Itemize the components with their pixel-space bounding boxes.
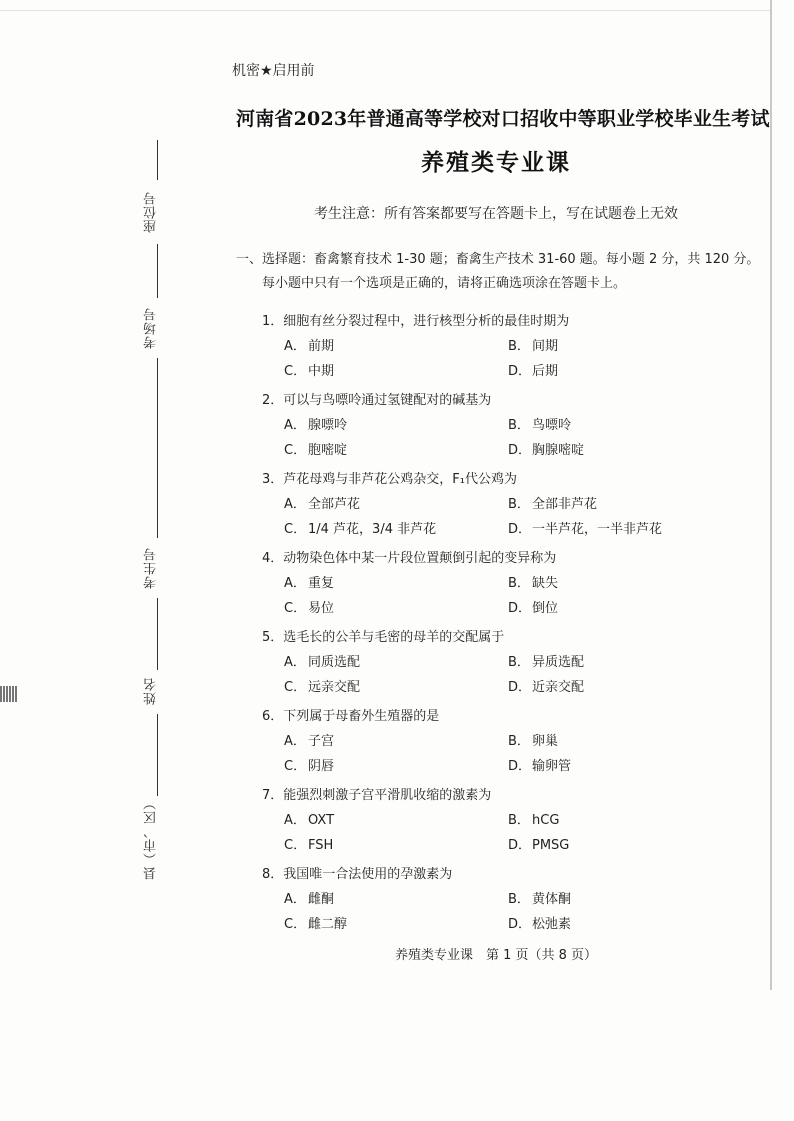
option-letter: C． — [284, 522, 307, 537]
option-letter: C． — [284, 680, 307, 695]
option-text: 近亲交配 — [532, 680, 585, 695]
option-b — [508, 887, 732, 912]
option-d — [508, 596, 732, 621]
option-letter: D． — [508, 522, 532, 537]
option-d — [508, 359, 732, 384]
binding-line — [157, 714, 158, 796]
option-letter: A． — [284, 892, 306, 907]
option-letter: D． — [508, 364, 532, 379]
option-a — [284, 571, 508, 596]
option-text: 后期 — [532, 364, 559, 379]
option-c — [284, 596, 508, 621]
option-text: 输卵管 — [532, 759, 572, 774]
option-text: 一半芦花，一半非芦花 — [532, 522, 663, 537]
option-text: 同质选配 — [308, 655, 361, 670]
option-text: 子宫 — [308, 734, 335, 749]
exam-room-label: 考场号 — [144, 307, 159, 349]
option-b — [508, 571, 732, 596]
option-d — [508, 517, 732, 542]
binding-info-column — [138, 140, 168, 880]
binding-line — [157, 598, 158, 670]
option-text: 胞嘧啶 — [308, 443, 348, 458]
question-stem: 1．细胞有丝分裂过程中，进行核型分析的最佳时期为 — [262, 314, 570, 329]
question — [262, 547, 732, 621]
option-text: 腺嘌呤 — [308, 418, 348, 433]
option-letter: C． — [284, 759, 307, 774]
option-text: 远亲交配 — [308, 680, 361, 695]
option-text: 中期 — [308, 364, 335, 379]
option-letter: A． — [284, 339, 306, 354]
option-letter: A． — [284, 655, 306, 670]
option-letter: B． — [508, 576, 530, 591]
option-d — [508, 675, 732, 700]
option-text: OXT — [308, 813, 335, 828]
option-text: 鸟嘌呤 — [532, 418, 572, 433]
option-text: 雌酮 — [308, 892, 335, 907]
option-text: 雌二醇 — [308, 917, 348, 932]
option-b — [508, 808, 732, 833]
page-footer: 养殖类专业课 第 1 页（共 8 页） — [394, 948, 598, 963]
question — [262, 468, 732, 542]
option-a — [284, 887, 508, 912]
option-letter: A． — [284, 497, 306, 512]
option-c — [284, 359, 508, 384]
option-letter: B． — [508, 734, 530, 749]
candidate-notice: 考生注意：所有答案都要写在答题卡上，写在试题卷上无效 — [314, 206, 678, 222]
question — [262, 863, 732, 937]
confidential-mark: 机密★启用前 — [232, 63, 315, 79]
option-c — [284, 438, 508, 463]
option-letter: A． — [284, 813, 306, 828]
option-text: 黄体酮 — [532, 892, 572, 907]
section-instructions — [236, 248, 760, 296]
option-letter: C． — [284, 601, 307, 616]
question-stem: 2．可以与鸟嘌呤通过氢键配对的碱基为 — [262, 393, 492, 408]
option-b — [508, 729, 732, 754]
option-letter: D． — [508, 680, 532, 695]
option-text: 倒位 — [532, 601, 559, 616]
question-stem: 4．动物染色体中某一片段位置颠倒引起的变异称为 — [262, 551, 557, 566]
option-a — [284, 729, 508, 754]
option-text: 全部非芦花 — [532, 497, 598, 512]
option-a — [284, 492, 508, 517]
subject-title: 养殖类专业课 — [421, 149, 571, 176]
question-stem: 5．选毛长的公羊与毛密的母羊的交配属于 — [262, 630, 505, 645]
option-letter: C． — [284, 838, 307, 853]
option-letter: D． — [508, 917, 532, 932]
option-letter: C． — [284, 364, 307, 379]
exam-number-label: 考生号 — [144, 547, 159, 589]
option-b — [508, 650, 732, 675]
option-a — [284, 650, 508, 675]
question-stem: 3．芦花母鸡与非芦花公鸡杂交，F₁代公鸡为 — [262, 472, 517, 487]
option-b — [508, 413, 732, 438]
option-b — [508, 334, 732, 359]
question — [262, 784, 732, 858]
page-edge — [770, 0, 772, 990]
option-a — [284, 808, 508, 833]
binding-line — [157, 244, 158, 298]
option-text: 松弛素 — [532, 917, 572, 932]
option-text: FSH — [308, 838, 334, 853]
option-text: 卵巢 — [532, 734, 559, 749]
binding-line — [157, 140, 158, 180]
exam-title: 河南省2023年普通高等学校对口招收中等职业学校毕业生考试 — [236, 108, 770, 130]
option-text: hCG — [532, 813, 560, 828]
option-letter: D． — [508, 443, 532, 458]
option-letter: B． — [508, 655, 530, 670]
option-d — [508, 833, 732, 858]
option-letter: B． — [508, 418, 530, 433]
question — [262, 389, 732, 463]
option-text: 重复 — [308, 576, 335, 591]
option-text: 阴唇 — [308, 759, 335, 774]
option-letter: D． — [508, 601, 532, 616]
option-c — [284, 675, 508, 700]
county-label: 县（市、区） — [144, 796, 159, 880]
section-instructions-line: 一、选择题：畜禽繁育技术 1-30 题；畜禽生产技术 31-60 题。每小题 2 分，共 120 分。 — [236, 252, 760, 267]
section-instructions-line: 每小题中只有一个选项是正确的，请将正确选项涂在答题卡上。 — [262, 276, 627, 291]
option-b — [508, 492, 732, 517]
option-letter: D． — [508, 759, 532, 774]
option-c — [284, 833, 508, 858]
option-text: PMSG — [532, 838, 570, 853]
page-edge — [0, 10, 772, 11]
question-stem: 6．下列属于母畜外生殖器的是 — [262, 709, 440, 724]
option-text: 间期 — [532, 339, 559, 354]
name-label: 姓名 — [144, 677, 159, 705]
option-letter: A． — [284, 734, 306, 749]
question — [262, 626, 732, 700]
scan-mark — [0, 686, 18, 702]
option-text: 全部芦花 — [308, 497, 361, 512]
option-a — [284, 334, 508, 359]
option-text: 缺失 — [532, 576, 559, 591]
question — [262, 705, 732, 779]
option-letter: B． — [508, 813, 530, 828]
option-text: 异质选配 — [532, 655, 585, 670]
question — [262, 310, 732, 384]
option-letter: C． — [284, 443, 307, 458]
option-text: 1/4 芦花，3/4 非芦花 — [308, 522, 437, 537]
option-a — [284, 413, 508, 438]
option-text: 胸腺嘧啶 — [532, 443, 585, 458]
option-letter: A． — [284, 418, 306, 433]
option-text: 易位 — [308, 601, 335, 616]
option-letter: A． — [284, 576, 306, 591]
option-letter: B． — [508, 339, 530, 354]
binding-line — [157, 358, 158, 538]
question-stem: 8．我国唯一合法使用的孕激素为 — [262, 867, 453, 882]
option-letter: C． — [284, 917, 307, 932]
option-letter: B． — [508, 497, 530, 512]
option-d — [508, 912, 732, 937]
option-c — [284, 912, 508, 937]
option-letter: D． — [508, 838, 532, 853]
option-c — [284, 517, 508, 542]
option-text: 前期 — [308, 339, 335, 354]
option-c — [284, 754, 508, 779]
option-letter: B． — [508, 892, 530, 907]
option-d — [508, 438, 732, 463]
seat-number-label: 座位号 — [144, 191, 159, 233]
option-d — [508, 754, 732, 779]
question-stem: 7．能强烈刺激子宫平滑肌收缩的激素为 — [262, 788, 492, 803]
question-list — [262, 310, 732, 942]
